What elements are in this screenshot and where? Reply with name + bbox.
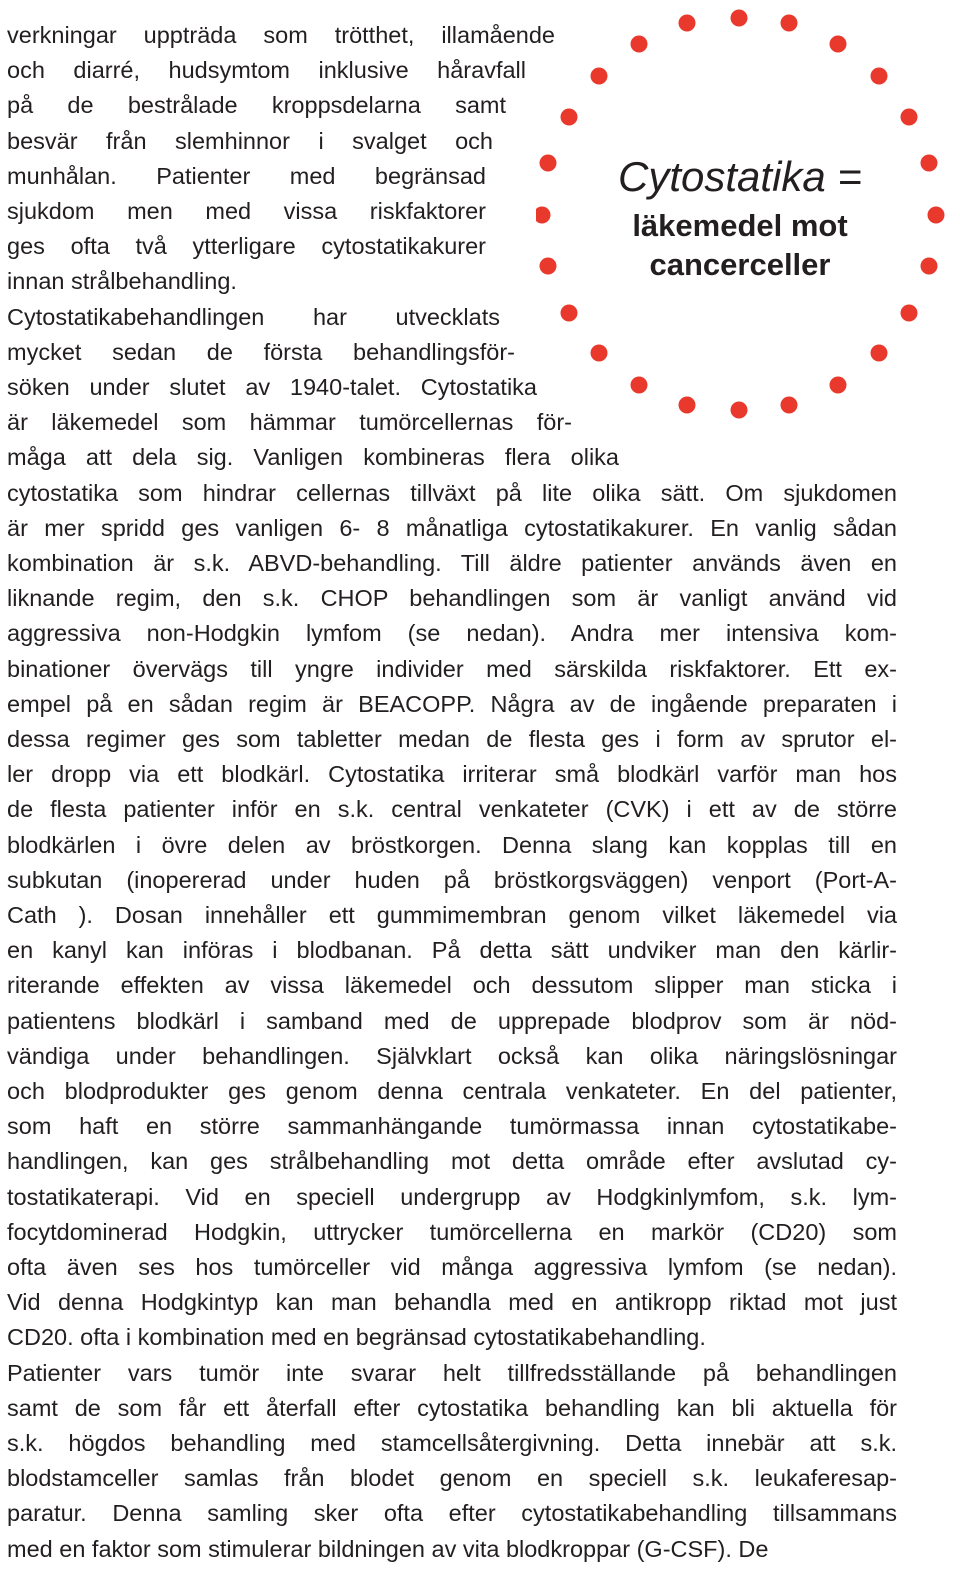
text-line: samt de som får ett återfall efter cytostatika behandling kan bli aktuella för bbox=[7, 1394, 897, 1421]
text-line: paratur. Denna samling sker ofta efter cytostatikabehandling tillsammans bbox=[7, 1500, 897, 1527]
text-line: sjukdom men med vissa riskfaktorer bbox=[7, 198, 486, 224]
callout-box bbox=[536, 2, 960, 422]
text-line: innan strålbehandling. bbox=[7, 268, 237, 295]
text-line: ler dropp via ett blodkärl. Cytostatika irriterar små blodkärl varför man hos bbox=[7, 761, 897, 788]
decoration-dot bbox=[591, 68, 608, 85]
decoration-dot bbox=[561, 109, 578, 126]
text-line: liknande regim, den s.k. CHOP behandlingen som är vanligt använd vid bbox=[7, 585, 897, 612]
decoration-dot bbox=[679, 15, 696, 32]
text-line: patientens blodkärl i samband med de upprepade blodprov som är nöd- bbox=[7, 1007, 897, 1034]
text-line: med en faktor som stimulerar bildningen av vita blodkroppar (G-CSF). De bbox=[7, 1535, 769, 1562]
text-line: och diarré, hudsymtom inklusive håravfall bbox=[7, 57, 526, 84]
decoration-dot bbox=[631, 36, 648, 53]
text-line: Patienter vars tumör inte svarar helt tillfredsställande på behandlingen bbox=[7, 1359, 897, 1386]
decoration-dot bbox=[871, 68, 888, 85]
text-line: måga att dela sig. Vanligen kombineras flera olika bbox=[7, 444, 619, 471]
text-line: och blodprodukter ges genom denna centrala venkateter. En del patienter, bbox=[7, 1078, 897, 1104]
text-line: focytdominerad Hodgkin, uttrycker tumörcellerna en markör (CD20) som bbox=[7, 1218, 897, 1245]
text-line: handlingen, kan ges strålbehandling mot detta område efter avslutad cy- bbox=[7, 1148, 897, 1175]
text-line: subkutan (inopererad under huden på bröstkorgsväggen) venport (Port-A- bbox=[7, 866, 897, 893]
text-line: ges ofta två ytterligare cytostatikakurer bbox=[7, 233, 486, 260]
text-line: blodkärlen i övre delen av bröstkorgen. Denna slang kan kopplas till en bbox=[7, 831, 897, 858]
text-line: på de bestrålade kroppsdelarna samt bbox=[7, 92, 506, 119]
decoration-dot bbox=[901, 305, 918, 322]
text-line: binationer övervägs till yngre individer med särskilda riskfaktorer. Ett ex- bbox=[7, 655, 897, 682]
decoration-dot bbox=[631, 377, 648, 394]
text-line: Cath ). Dosan innehåller ett gummimembran genom vilket läkemedel via bbox=[7, 902, 897, 928]
callout-subtitle-line: läkemedel mot bbox=[632, 208, 848, 243]
decoration-dot bbox=[561, 305, 578, 322]
text-line: är mer spridd ges vanligen 6- 8 månatliga cytostatikakurer. En vanlig sådan bbox=[7, 514, 897, 541]
text-line: besvär från slemhinnor i svalget och bbox=[7, 127, 493, 154]
callout-subtitle-line: cancerceller bbox=[649, 247, 831, 282]
text-line: dessa regimer ges som tabletter medan de flesta ges i form av sprutor el- bbox=[7, 726, 897, 752]
text-line: aggressiva non-Hodgkin lymfom (se nedan). Andra mer intensiva kom- bbox=[7, 620, 897, 647]
text-line: blodstamceller samlas från blodet genom en speciell s.k. leukaferesap- bbox=[7, 1465, 897, 1492]
decoration-dot bbox=[781, 15, 798, 32]
text-line: Vid denna Hodgkintyp kan man behandla med en antikropp riktad mot just bbox=[7, 1289, 897, 1316]
text-line: cytostatika som hindrar cellernas tillväxt på lite olika sätt. Om sjukdomen bbox=[7, 479, 897, 506]
text-line: söken under slutet av 1940-talet. Cytostatika bbox=[7, 374, 537, 400]
decoration-dot bbox=[830, 377, 847, 394]
text-line: ofta även ses hos tumörceller vid många aggressiva lymfom (se nedan). bbox=[7, 1254, 897, 1280]
text-line: munhålan. Patienter med begränsad bbox=[7, 162, 486, 189]
text-line: vändiga under behandlingen. Självklart också kan olika näringslösningar bbox=[7, 1042, 897, 1069]
text-line: mycket sedan de första behandlingsför- bbox=[7, 338, 515, 365]
text-line: tostatikaterapi. Vid en speciell undergrupp av Hodgkinlymfom, s.k. lym- bbox=[7, 1183, 897, 1210]
text-line: empel på en sådan regim är BEACOPP. Några av de ingående preparaten i bbox=[7, 690, 897, 717]
decoration-dot bbox=[731, 10, 748, 27]
text-line: en kanyl kan införas i blodbanan. På detta sätt undviker man den kärlir- bbox=[7, 937, 897, 964]
text-line: Cytostatikabehandlingen har utvecklats bbox=[7, 303, 500, 330]
text-line: s.k. högdos behandling med stamcellsåtergivning. Detta innebär att s.k. bbox=[7, 1430, 897, 1456]
decoration-dot bbox=[901, 109, 918, 126]
text-line: verkningar uppträda som trötthet, illamående bbox=[7, 22, 555, 48]
text-line: är läkemedel som hämmar tumörcellernas för- bbox=[7, 409, 572, 436]
text-line: kombination är s.k. ABVD-behandling. Till äldre patienter används även en bbox=[7, 550, 897, 576]
text-line: CD20. ofta i kombination med en begränsad cytostatikabehandling. bbox=[7, 1324, 706, 1351]
decoration-dot bbox=[781, 397, 798, 414]
text-line: riterande effekten av vissa läkemedel och dessutom slipper man sticka i bbox=[7, 972, 897, 999]
decoration-dot bbox=[871, 345, 888, 362]
decoration-dot bbox=[591, 345, 608, 362]
decoration-dot bbox=[830, 36, 847, 53]
callout-subtitle bbox=[536, 206, 944, 284]
callout-title: Cytostatika = bbox=[618, 153, 862, 200]
decoration-dot bbox=[679, 397, 696, 414]
decoration-dot bbox=[731, 402, 748, 419]
text-line: de flesta patienter inför en s.k. central venkateter (CVK) i ett av de större bbox=[7, 796, 897, 823]
text-line: som haft en större sammanhängande tumörmassa innan cytostatikabe- bbox=[7, 1113, 897, 1140]
